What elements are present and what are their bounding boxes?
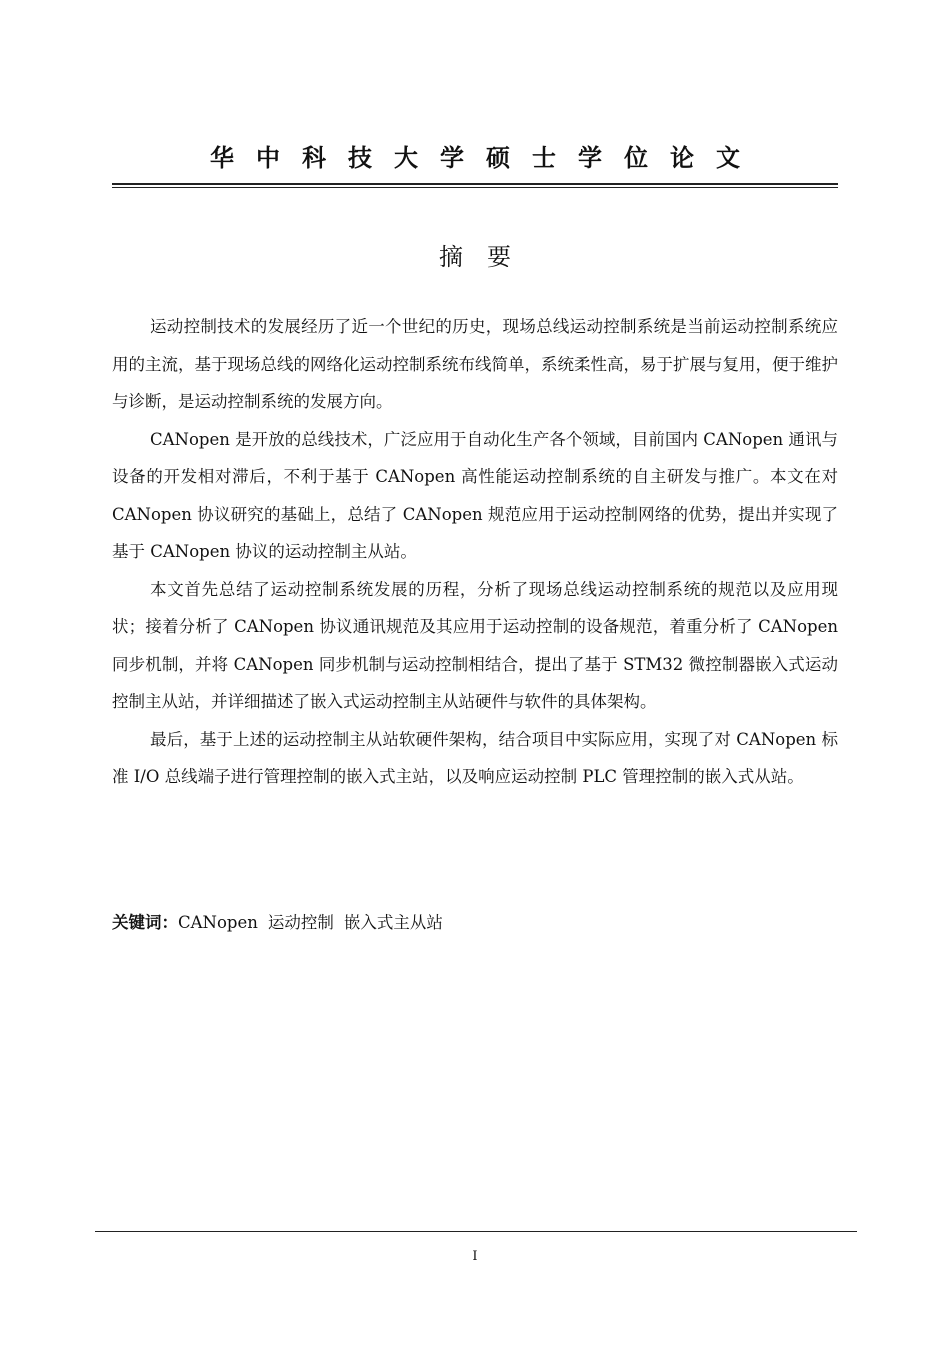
footer-rule <box>95 1231 857 1232</box>
header-rule-thick <box>112 183 838 185</box>
header-rule-thin <box>112 187 838 188</box>
abstract-heading: 摘要 <box>439 243 535 271</box>
abstract-paragraph: 本文首先总结了运动控制系统发展的历程，分析了现场总线运动控制系统的规范以及应用现状；接着分析了 CANopen 协议通讯规范及其应用于运动控制的设备规范，着重分析了 CANopen 同步机制，并将 CANopen 同步机制与运动控制相结合，提出了基于 STM32 微控制器嵌入式运动控制主从站，并详细描述了嵌入式运动控制主从站硬件与软件的具体架构。 <box>112 579 838 711</box>
keyword-item: 运动控制 <box>267 913 334 932</box>
abstract-paragraph: CANopen 是开放的总线技术，广泛应用于自动化生产各个领域，目前国内 CANopen 通讯与设备的开发相对滞后，不利于基于 CANopen 高性能运动控制系统的自主研发与推广。本文在对 CANopen 协议研究的基础上，总结了 CANopen 规范应用于运动控制网络的优势，提出并实现了基于 CANopen 协议的运动控制主从站。 <box>112 429 838 561</box>
abstract-body <box>112 308 838 796</box>
keyword-item: 嵌入式主从站 <box>343 913 443 932</box>
abstract-paragraph: 最后，基于上述的运动控制主从站软硬件架构，结合项目中实际应用，实现了对 CANopen 标准 I/O 总线端子进行管理控制的嵌入式主站，以及响应运动控制 PLC 管理控制的嵌入式从站。 <box>112 729 838 786</box>
keyword-item: CANopen <box>178 913 258 932</box>
page-number: I <box>472 1249 478 1264</box>
thesis-header-title: 华中科技大学硕士学位论文 <box>210 144 762 172</box>
abstract-paragraph: 运动控制技术的发展经历了近一个世纪的历史，现场总线运动控制系统是当前运动控制系统应用的主流，基于现场总线的网络化运动控制系统布线简单，系统柔性高，易于扩展与复用，便于维护与诊断，是运动控制系统的发展方向。 <box>112 317 838 411</box>
keywords-label: 关键词： <box>112 913 178 932</box>
keywords-line <box>112 907 838 939</box>
